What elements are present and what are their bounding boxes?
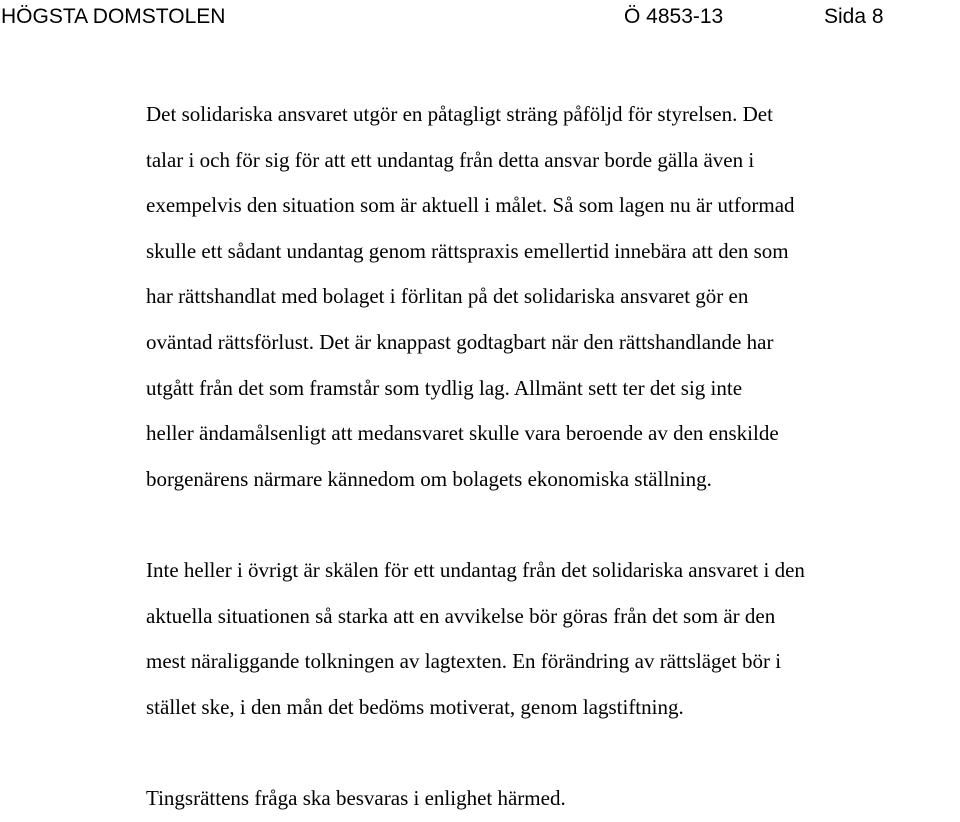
- text-line: har rättshandlat med bolaget i förlitan på det solidariska ansvaret gör en: [146, 284, 749, 309]
- text-line: Det solidariska ansvaret utgör en påtagligt sträng påföljd för styrelsen. Det: [146, 102, 773, 126]
- paragraph-spacer: [146, 730, 960, 776]
- paragraph-2: [146, 548, 960, 730]
- text-line: mest näraliggande tolkningen av lagtexten. En förändring av rättsläget bör i: [146, 649, 782, 674]
- page-header: [0, 3, 960, 31]
- paragraph-spacer: [146, 502, 960, 548]
- page-number: Sida 8: [824, 5, 884, 28]
- text-line: talar i och för sig för att ett undantag från detta ansvar borde gälla även i: [146, 147, 755, 172]
- court-name: HÖGSTA DOMSTOLEN: [1, 5, 226, 28]
- text-line: utgått från det som framstår som tydlig lag. Allmänt sett ter det sig inte: [146, 375, 743, 400]
- text-line: Inte heller i övrigt är skälen för ett undantag från det solidariska ansvaret i den: [146, 557, 805, 582]
- text-line: borgenärens närmare kännedom om bolagets ekonomiska ställning.: [146, 466, 712, 491]
- case-number: Ö 4853-13: [624, 5, 724, 28]
- paragraph-3: [146, 776, 960, 822]
- paragraph-1: [146, 92, 960, 502]
- text-line: oväntad rättsförlust. Det är knappast godtagbart när den rättshandlande har: [146, 329, 774, 354]
- text-line: stället ske, i den mån det bedöms motiverat, genom lagstiftning.: [146, 694, 684, 719]
- text-line: aktuella situationen så starka att en avvikelse bör göras från det som är den: [146, 603, 776, 628]
- document-body: [146, 92, 960, 822]
- text-line: heller ändamålsenligt att medansvaret skulle vara beroende av den enskilde: [146, 421, 779, 446]
- text-line: skulle ett sådant undantag genom rättspraxis emellertid innebära att den som: [146, 238, 789, 263]
- text-line: Tingsrättens fråga ska besvaras i enlighet härmed.: [146, 785, 566, 810]
- text-line: exempelvis den situation som är aktuell i målet. Så som lagen nu är utformad: [146, 193, 795, 218]
